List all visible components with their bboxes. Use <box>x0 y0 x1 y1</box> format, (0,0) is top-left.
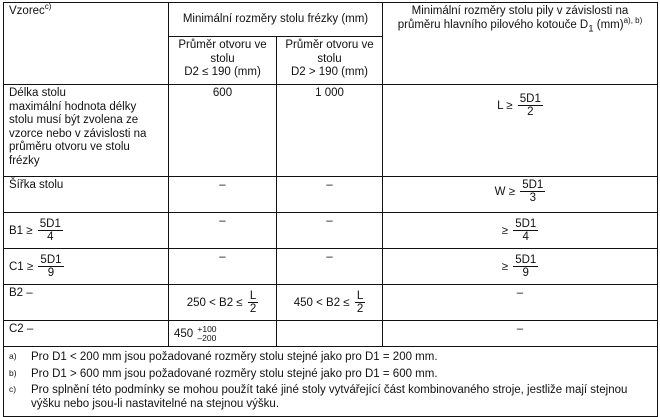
cell-b2-a <box>169 285 277 321</box>
milling-header-title: Minimální rozměry stolu frézky (mm) <box>182 12 369 25</box>
fraction-numerator: L <box>249 290 257 302</box>
cell-width-a: – <box>169 177 277 213</box>
footnotes-cell <box>4 347 658 417</box>
row-label-b1 <box>4 213 169 249</box>
fraction <box>248 290 258 315</box>
cell-length-b: 1 000 <box>277 85 383 177</box>
row-label-c2: C2 – <box>4 321 169 347</box>
cell-length-saw <box>383 85 658 177</box>
fraction-numerator: 5D1 <box>40 254 62 266</box>
cell-b2-saw: – <box>383 285 658 321</box>
tolerance-lower: –200 <box>197 332 217 343</box>
fraction-numerator: 5D1 <box>515 254 537 266</box>
cell-c1-saw <box>383 249 658 285</box>
formula-prefix: C1 ≥ <box>9 260 34 273</box>
saw-header-sub: 1 <box>588 22 594 34</box>
table-row <box>4 213 658 249</box>
cell-c1-a: – <box>169 249 277 285</box>
formula-prefix: B1 ≥ <box>9 224 33 237</box>
cell-b1-b: – <box>277 213 383 249</box>
formula-prefix: 450 < B2 ≤ <box>293 296 350 309</box>
formula-prefix: ≥ <box>501 224 508 237</box>
subheader-col-b-line1: Průměr otvoru ve <box>285 39 374 51</box>
fraction-denominator: 2 <box>249 303 257 315</box>
formula-length <box>497 93 543 118</box>
formula-b2-b <box>293 290 365 315</box>
header-row <box>4 3 658 37</box>
fraction-numerator: L <box>356 290 364 302</box>
cell-b1-saw <box>383 213 658 249</box>
subheader-col-a-line1: Průměr otvoru ve <box>178 39 267 51</box>
formula-header-cell <box>4 3 169 85</box>
fraction <box>513 218 538 243</box>
fraction <box>38 254 63 279</box>
fraction-numerator: 5D1 <box>39 218 61 230</box>
footnote-key: a) <box>9 351 17 361</box>
cell-c1-b: – <box>277 249 383 285</box>
formula-header-sup: c) <box>44 2 52 12</box>
cell-c2-saw: – <box>383 321 658 347</box>
formula-b2-a <box>186 290 258 315</box>
standard-table-container <box>3 2 657 410</box>
row-description: maximální hodnota délky stolu musí být zvolena ze vzorce nebo v závislosti na průměru otvoru ve stolu frézky <box>9 100 147 167</box>
formula-c1 <box>9 254 64 279</box>
footnote-text: Pro D1 < 200 mm jsou požadované rozměry stolu stejné jako pro D1 = 200 mm. <box>31 351 438 363</box>
subheader-col-a-line2: stolu <box>210 52 235 65</box>
fraction-denominator: 2 <box>527 106 534 118</box>
subheader-col-a <box>169 37 277 85</box>
milling-header-cell <box>169 3 383 37</box>
footnote-key: b) <box>9 367 17 378</box>
fraction-denominator: 9 <box>522 267 529 279</box>
fraction <box>38 218 63 243</box>
fraction-denominator: 9 <box>47 267 55 279</box>
footnote-c <box>9 383 652 413</box>
formula-b1-saw <box>501 218 539 243</box>
fraction-numerator: 5D1 <box>515 218 537 230</box>
footnotes-row <box>4 347 658 417</box>
cell-width-saw <box>383 177 658 213</box>
table-row <box>4 85 658 177</box>
table-row <box>4 285 658 321</box>
row-label-width: Šířka stolu <box>4 177 169 213</box>
formula-header-label: Vzorec <box>9 5 45 17</box>
formula-prefix: ≥ <box>501 260 508 273</box>
fraction-denominator: 4 <box>47 231 54 243</box>
cell-c2-b <box>277 321 383 347</box>
cell-b1-a: – <box>169 213 277 249</box>
footnote-b <box>9 367 652 384</box>
saw-header-line2 <box>388 15 652 36</box>
formula-prefix: 250 < B2 ≤ <box>186 296 243 309</box>
cell-width-b: – <box>277 177 383 213</box>
cell-length-a: 600 <box>169 85 277 177</box>
table-row <box>4 177 658 213</box>
fraction <box>520 179 545 204</box>
cell-c2-a <box>169 321 277 347</box>
subheader-col-b <box>277 37 383 85</box>
tolerance-stack <box>197 325 216 343</box>
fraction-numerator: 5D1 <box>519 93 541 105</box>
subheader-col-a-line3: D2 ≤ 190 (mm) <box>184 66 261 78</box>
footnote-a <box>9 350 652 367</box>
saw-header-unit: (mm) <box>593 18 624 31</box>
fraction <box>355 290 365 315</box>
fraction-denominator: 4 <box>522 231 529 243</box>
saw-header-text: průměru hlavního pilového kotouče D <box>397 18 589 31</box>
footnote-text: Pro splnění této podmínky se mohou použít také jiné stoly vytvářející část kombinovaného stroje, jestliže mají stejnou výšku nebo jsou-li nastavitelné na stejnou výšku. <box>31 384 628 410</box>
formula-prefix: L ≥ <box>497 99 513 112</box>
table-dimensions <box>3 2 658 417</box>
saw-header-cell <box>383 3 658 85</box>
formula-c1-saw <box>501 254 539 279</box>
row-label-c1 <box>4 249 169 285</box>
fraction <box>518 93 543 118</box>
subheader-col-b-line2: stolu <box>317 52 342 65</box>
table-row <box>4 321 658 347</box>
table-row <box>4 249 658 285</box>
footnote-text: Pro D1 > 600 mm jsou požadované rozměry stolu stejné jako pro D1 = 600 mm. <box>31 367 438 380</box>
tolerance-upper: +100 <box>197 323 217 334</box>
fraction-denominator: 2 <box>356 303 364 315</box>
formula-width <box>494 179 546 204</box>
formula-c2-a <box>174 323 217 343</box>
fraction-denominator: 3 <box>529 192 536 204</box>
row-label-b2: B2 – <box>4 285 169 321</box>
row-title: Délka stolu <box>9 87 66 99</box>
saw-header-line1: Minimální rozměry stolu pily v závislosti na <box>411 5 629 17</box>
saw-header-sup: a), b) <box>623 15 643 25</box>
subheader-col-b-line3: D2 > 190 (mm) <box>290 66 368 78</box>
row-label-length <box>4 85 169 177</box>
tolerance-base: 450 <box>174 327 194 340</box>
fraction <box>513 254 538 279</box>
footnote-key: c) <box>9 384 17 394</box>
cell-b2-b <box>277 285 383 321</box>
formula-b1 <box>9 218 63 243</box>
formula-prefix: W ≥ <box>494 185 516 198</box>
fraction-numerator: 5D1 <box>522 179 544 191</box>
